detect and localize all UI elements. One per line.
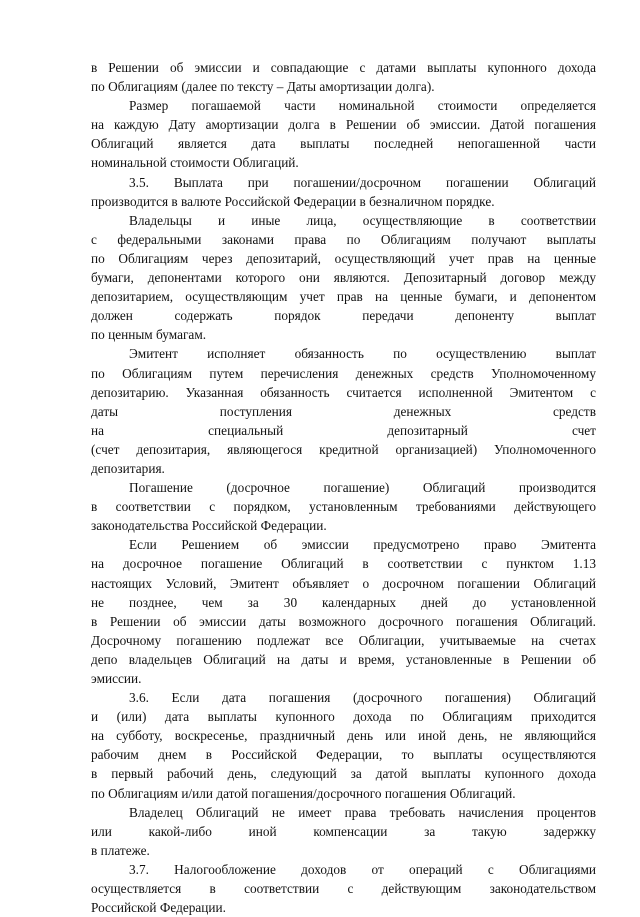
paragraph: [91, 58, 596, 96]
text-line: производится в валюте Российской Федерации в безналичном порядке.: [91, 193, 495, 209]
text-line: не позднее, чем за 30 календарных дней до установленной: [91, 594, 596, 610]
text-line: Погашение (досрочное погашение) Облигаций производится: [129, 480, 596, 496]
text-line: по Облигациям (далее по тексту – Даты амортизации долга).: [91, 79, 435, 95]
paragraph: [91, 96, 596, 172]
text-line: рабочим днем в Российской Федерации, то выплаты осуществляются: [91, 747, 596, 763]
text-line: Владелец Облигаций не имеет права требовать начисления процентов: [129, 804, 596, 820]
paragraph: [91, 344, 596, 478]
paragraph: [91, 860, 596, 917]
text-line: Российской Федерации.: [91, 900, 226, 916]
text-line: на каждую Дату амортизации долга в Решении об эмиссии. Датой погашения: [91, 117, 596, 133]
text-line: Если Решением об эмиссии предусмотрено право Эмитента: [129, 537, 596, 553]
text-line: 3.5. Выплата при погашении/досрочном погашении Облигаций: [129, 174, 596, 190]
paragraph: [91, 535, 596, 688]
text-line: депозитарию. Указанная обязанность считается исполненной Эмитентом с: [91, 384, 596, 400]
text-line: и (или) дата выплаты купонного дохода по Облигациям приходится: [91, 709, 596, 725]
paragraph: [91, 688, 596, 803]
text-line: настоящих Условий, Эмитент объявляет о досрочном погашении Облигаций: [91, 575, 596, 591]
text-line: по Облигациям и/или датой погашения/досрочного погашения Облигаций.: [91, 785, 516, 801]
text-line: (счет депозитария, являющегося кредитной организацией) Уполномоченного: [91, 441, 596, 457]
text-line: 3.7. Налогообложение доходов от операций с Облигациями: [129, 861, 596, 877]
text-line: Облигаций является дата выплаты последней непогашенной части: [91, 136, 596, 152]
text-line: на субботу, воскресенье, праздничный день или иной день, не являющийся: [91, 728, 596, 744]
text-line: Размер погашаемой части номинальной стоимости определяется: [129, 98, 596, 114]
text-line: бумаги, депонентами которого они являются. Депозитарный договор между: [91, 270, 596, 286]
paragraph: [91, 478, 596, 535]
text-line: даты поступления денежных средств: [91, 403, 596, 419]
paragraph: [91, 803, 596, 860]
paragraph: [91, 211, 596, 345]
text-line: Досрочному погашению подлежат все Облигации, учитываемые на счетах: [91, 632, 596, 648]
text-line: по Облигациям через депозитарий, осуществляющий учет прав на ценные: [91, 250, 596, 266]
text-line: на специальный депозитарный счет: [91, 422, 596, 438]
text-line: или какой-либо иной компенсации за такую задержку: [91, 823, 596, 839]
text-line: по ценным бумагам.: [91, 327, 207, 343]
text-line: с федеральными законами права по Облигациям получают выплаты: [91, 231, 596, 247]
text-line: эмиссии.: [91, 671, 142, 686]
document-page: [91, 58, 596, 917]
paragraph: [91, 173, 596, 211]
text-line: в соответствии с порядком, установленным требованиями действующего: [91, 499, 596, 515]
text-line: депозитарием, осуществляющим учет прав на ценные бумаги, и депонентом: [91, 289, 596, 305]
text-line: номинальной стоимости Облигаций.: [91, 155, 299, 171]
document-body: [91, 58, 596, 917]
text-line: депозитария.: [91, 460, 165, 476]
text-line: на досрочное погашение Облигаций в соответствии с пунктом 1.13: [91, 556, 596, 572]
text-line: 3.6. Если дата погашения (досрочного погашения) Облигаций: [129, 690, 596, 706]
text-line: законодательства Российской Федерации.: [91, 518, 327, 534]
text-line: в Решении об эмиссии и совпадающие с датами выплаты купонного дохода: [91, 60, 596, 75]
text-line: осуществляется в соответствии с действующим законодательством: [91, 881, 596, 897]
text-line: Эмитент исполняет обязанность по осуществлению выплат: [129, 346, 596, 362]
text-line: в Решении об эмиссии даты возможного досрочного погашения Облигаций.: [91, 613, 596, 629]
text-line: в платеже.: [91, 842, 150, 858]
text-line: в первый рабочий день, следующий за датой выплаты купонного дохода: [91, 766, 596, 782]
text-line: по Облигациям путем перечисления денежных средств Уполномоченному: [91, 365, 596, 381]
text-line: Владельцы и иные лица, осуществляющие в соответствии: [129, 212, 596, 228]
text-line: депо владельцев Облигаций на даты и время, установленные в Решении об: [91, 651, 596, 667]
text-line: должен содержать порядок передачи депоненту выплат: [91, 308, 596, 324]
